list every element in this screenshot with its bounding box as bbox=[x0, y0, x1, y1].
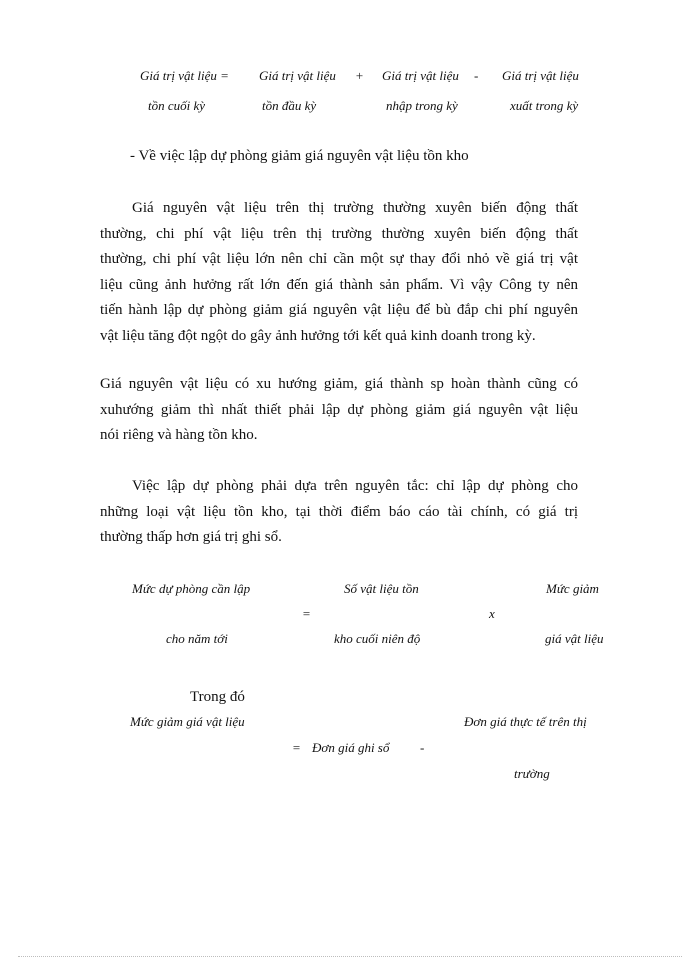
paragraph-2-line: Giá nguyên vật liệu có xu hướng giảm, giá thành sp hoàn thành cũng có bbox=[100, 376, 578, 392]
formula1-term3-bottom: nhập trong kỳ bbox=[386, 98, 458, 113]
formula3-minus: - bbox=[420, 740, 425, 755]
formula2-equals: = bbox=[302, 606, 311, 621]
formula1-term2-bottom: tồn đầu kỳ bbox=[262, 98, 317, 113]
formula2-term2-top: Số vật liệu tồn bbox=[344, 581, 419, 596]
paragraph-1-line: thường, chi phí vật liệu lớn nên chỉ cần một sự thay đổi nhỏ về giá trị vật bbox=[100, 251, 578, 267]
formula1-term2-top: Giá trị vật liệu bbox=[259, 68, 336, 83]
formula2-term3-top: Mức giảm bbox=[546, 581, 599, 596]
formula3-term3-bottom: trường bbox=[514, 766, 550, 781]
paragraph-3-line: những loại vật liệu tồn kho, tại thời điểm báo cáo tài chính, có giá trị bbox=[100, 503, 578, 520]
formula3-equals: = bbox=[292, 740, 301, 755]
formula1-minus: - bbox=[474, 68, 479, 83]
formula2-term1-bottom: cho năm tới bbox=[166, 631, 228, 646]
paragraph-1-line: thường, chi phí vật liệu trên thị trường thường xuyên biến động thất bbox=[100, 225, 578, 242]
formula1-term3-top: Giá trị vật liệu bbox=[382, 68, 459, 83]
formula3-term3-top: Đơn giá thực tế trên thị bbox=[464, 714, 587, 729]
formula1-lhs-top: Giá trị vật liệu = bbox=[140, 68, 229, 83]
paragraph-1 bbox=[100, 196, 578, 349]
formula1-plus: + bbox=[355, 68, 364, 83]
formula2-times: x bbox=[489, 606, 495, 621]
paragraph-1-line: liệu cũng ảnh hưởng rất lớn đến giá thành sản phẩm. Vì vậy Công ty nên bbox=[100, 276, 578, 293]
paragraph-3 bbox=[100, 474, 578, 551]
paragraph-2-line: xuhướng giảm thì nhất thiết phải lập dự phòng giảm giá nguyên vật liệu bbox=[100, 401, 578, 418]
formula3-term2: Đơn giá ghi sổ bbox=[312, 740, 390, 755]
page-bottom-divider bbox=[18, 956, 682, 957]
paragraph-2-line: nói riêng và hàng tồn kho. bbox=[100, 427, 258, 443]
section-heading: - Về việc lập dự phòng giảm giá nguyên vật liệu tồn kho bbox=[130, 148, 469, 164]
paragraph-1-line: Giá nguyên vật liệu trên thị trường thường xuyên biến động thất bbox=[132, 200, 578, 216]
formula1-term4-bottom: xuất trong kỳ bbox=[510, 98, 579, 113]
paragraph-2 bbox=[100, 372, 578, 449]
where-label: Trong đó bbox=[190, 689, 245, 705]
formula2-term3-bottom: giá vật liệu bbox=[545, 631, 604, 646]
formula2-term2-bottom: kho cuối niên độ bbox=[334, 631, 421, 646]
paragraph-1-line: tiến hành lập dự phòng giảm giá nguyên vật liệu để bù đắp chi phí nguyên bbox=[100, 302, 578, 318]
formula2-term1-top: Mức dự phòng cần lập bbox=[132, 581, 251, 596]
paragraph-1-line: vật liệu tăng đột ngột do gây ảnh hưởng tới kết quả kinh doanh trong kỳ. bbox=[100, 327, 536, 344]
paragraph-3-line: thường thấp hơn giá trị ghi sổ. bbox=[100, 529, 282, 545]
formula1-lhs-bottom: tồn cuối kỳ bbox=[148, 98, 206, 113]
formula3-term1: Mức giảm giá vật liệu bbox=[130, 714, 245, 729]
formula1-term4-top: Giá trị vật liệu bbox=[502, 68, 579, 83]
paragraph-3-line: Việc lập dự phòng phải dựa trên nguyên tắc: chỉ lập dự phòng cho bbox=[132, 478, 578, 494]
